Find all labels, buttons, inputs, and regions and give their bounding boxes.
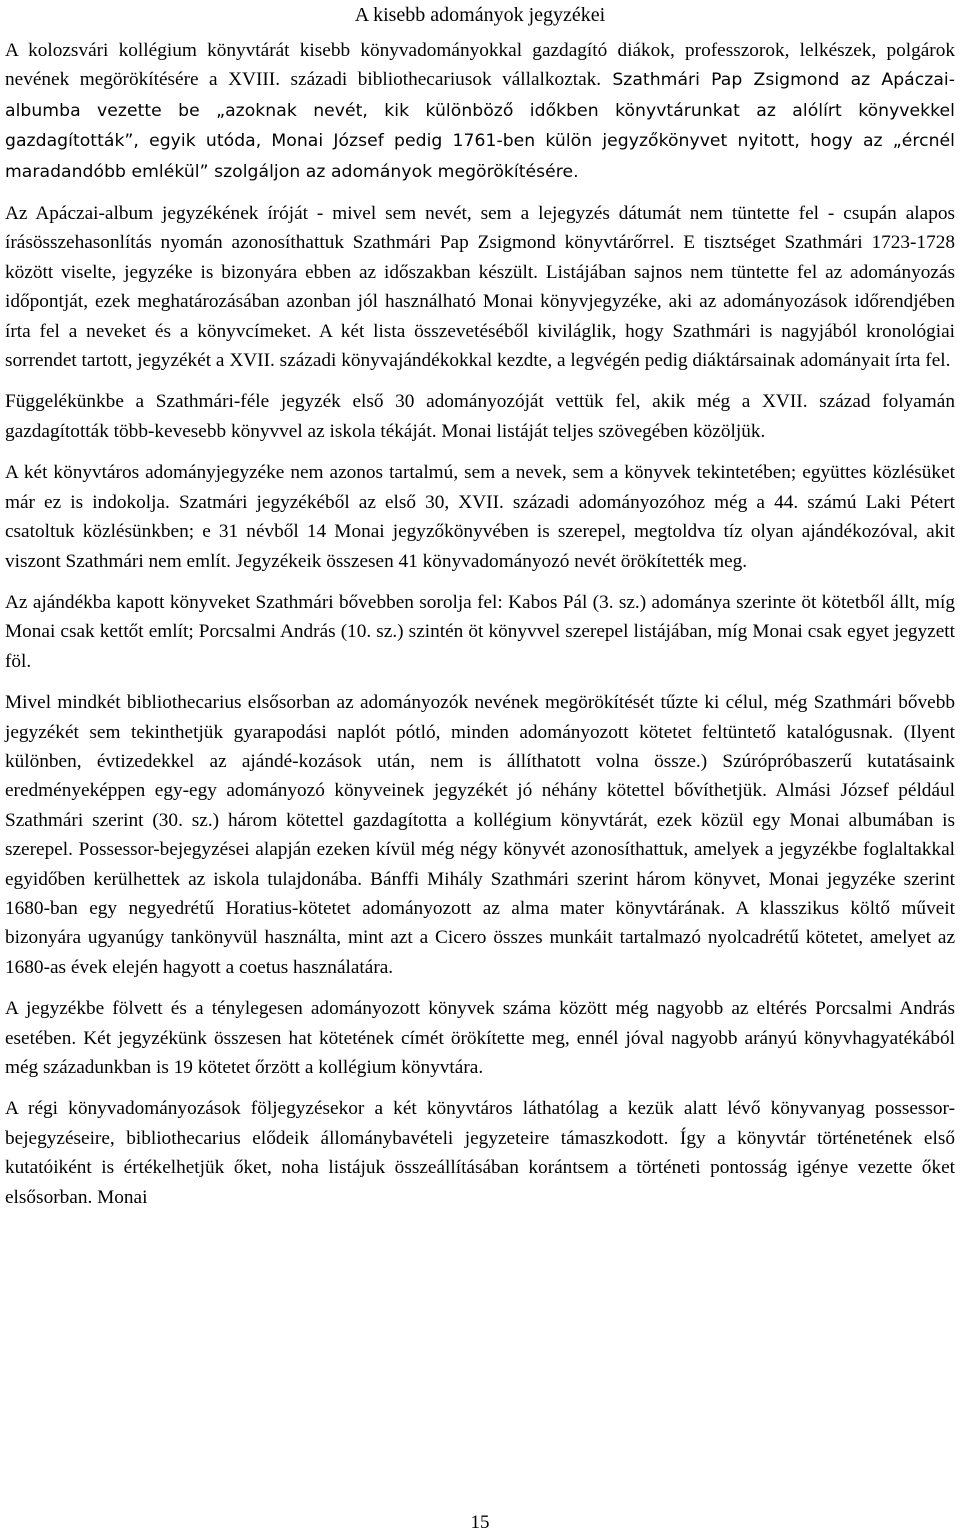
document-page bbox=[5, 0, 955, 1224]
paragraph-1-sans: Szathmári Pap Zsigmond az Apáczai-albumba vezette be „azoknak nevét, kik különböző időkben könyvtárunkat az alólírt könyvekkel gazdagították”, egyik utóda, Monai József pedig 1761-ben külön jegyzőkönyvet nyitott, hogy az „ércnél maradandóbb emlékül” szolgáljon az adományok megörökítésére. bbox=[5, 70, 955, 182]
page-number: 15 bbox=[470, 1512, 490, 1533]
paragraph-5: Az ajándékba kapott könyveket Szathmári bővebben sorolja fel: Kabos Pál (3. sz.) adománya szerinte öt kötetből állt, míg Monai csak kettőt említ; Porcsalmi András (10. sz.) szintén öt könyvvel szerepel listájában, míg Monai csak egyet jegyzett föl. bbox=[5, 591, 955, 672]
paragraph-4: A két könyvtáros adományjegyzéke nem azonos tartalmú, sem a nevek, sem a könyvek tekintetében; együttes közlésüket már ez is indokolja. Szatmári jegyzékéből az első 30, XVII. századi adományozóhoz még a 44. számú Laki Pétert csatoltuk közlésünkben; e 31 névből 14 Monai jegyzőkönyvében is szerepel, megtoldva tíz olyan ajándékozóval, akit viszont Szathmári nem említ. Jegyzékeik összesen 41 könyvadományozó nevét örökítették meg. bbox=[5, 462, 955, 572]
paragraph-8: A régi könyvadományozások följegyzésekor a két könyvtáros láthatólag a kezük alatt lévő könyvanyag possessor-bejegyzéseire, bibliothecarius elődeik állománybavételi jegyzeteire támaszkodott. Így a könyvtár történetének első kutatóiként is értékelhetjük őket, noha listájuk összeállításában korántsem a történeti pontosság igénye vezette őket elsősorban. Monai bbox=[5, 1098, 955, 1208]
paragraph-1-serif: A kolozsvári kollégium könyvtárát kisebb könyvadományokkal gazdagító diákok, professzorok, lelkészek, polgárok nevének megörökítésére a XVIII. századi bibliothecariusok vállalkoztak. bbox=[5, 40, 955, 91]
paragraph-1 bbox=[5, 36, 955, 187]
paragraph-3: Függelékünkbe a Szathmári-féle jegyzék első 30 adományozóját vettük fel, akik még a XVII. század folyamán gazdagították több-kevesebb könyvvel az iskola tékáját. Monai listáját teljes szövegében közöljük. bbox=[5, 391, 955, 442]
paragraph-6: Mivel mindkét bibliothecarius elsősorban az adományozók nevének megörökítését tűzte ki célul, még Szathmári bővebb jegyzékét sem tekinthetjük gyarapodási naplót pótló, minden adományozott kötetet feltüntető katalógusnak. (Ilyent különben, évtizedekkel az ajándé-kozások után, nem is állíthatott volna össze.) Szúrópróbaszerű kutatásaink eredményeképpen egy-egy adományozó könyveinek jegyzékét jó néhány kötettel bővíthetjük. Almási József például Szathmári szerint (30. sz.) három kötettel gazdagította a kollégium könyvtárát, ezek közül egy Monai albumában is szerepel. Possessor-bejegyzései alapján ezeken kívül még négy könyvét azonosíthattuk, amelyek a jegyzékbe foglaltakkal egyidőben kerülhettek az iskola tulajdonába. Bánffi Mihály Szathmári szerint három könyvet, Monai jegyzéke szerint 1680-ban egy negyedrétű Horatius-kötetet adományozott az alma mater könyvtárának. A klasszikus költő műveit bizonyára ugyanúgy tankönyvül használta, mint azt a Cicero összes munkáit tartalmazó nyolcadrétű kötetet, amelyet az 1680-as évek elején hagyott a coetus használatára. bbox=[5, 692, 955, 978]
section-title: A kisebb adományok jegyzékei bbox=[354, 4, 606, 26]
paragraph-2: Az Apáczai-album jegyzékének íróját - mivel sem nevét, sem a lejegyzés dátumát nem tüntette fel - csupán alapos írásösszehasonlítás nyomán azonosíthattuk Szathmári Pap Zsigmond könyvtárőrrel. E tisztséget Szathmári 1723-1728 között viselte, jegyzéke is bizonyára ebben az időszakban készült. Listájában sajnos nem tüntette fel az adományozás időpontját, ezek meghatározásában azonban jól használható Monai könyvjegyzéke, aki az adományozások időrendjében írta fel a neveket és a könyvcímeket. A két lista összevetéséből kiviláglik, hogy Szathmári is nagyjából kronológiai sorrendet tartott, jegyzékét a XVII. századi könyvajándékokkal kezdte, a legvégén pedig diáktársainak adományait írta fel. bbox=[5, 203, 955, 372]
paragraph-7: A jegyzékbe fölvett és a ténylegesen adományozott könyvek száma között még nagyobb az eltérés Porcsalmi András esetében. Két jegyzékünk összesen hat kötetének címét örökítette meg, ennél jóval nagyobb arányú könyvhagyatékából még századunkban is 19 kötetet őrzött a kollégium könyvtára. bbox=[5, 998, 955, 1078]
